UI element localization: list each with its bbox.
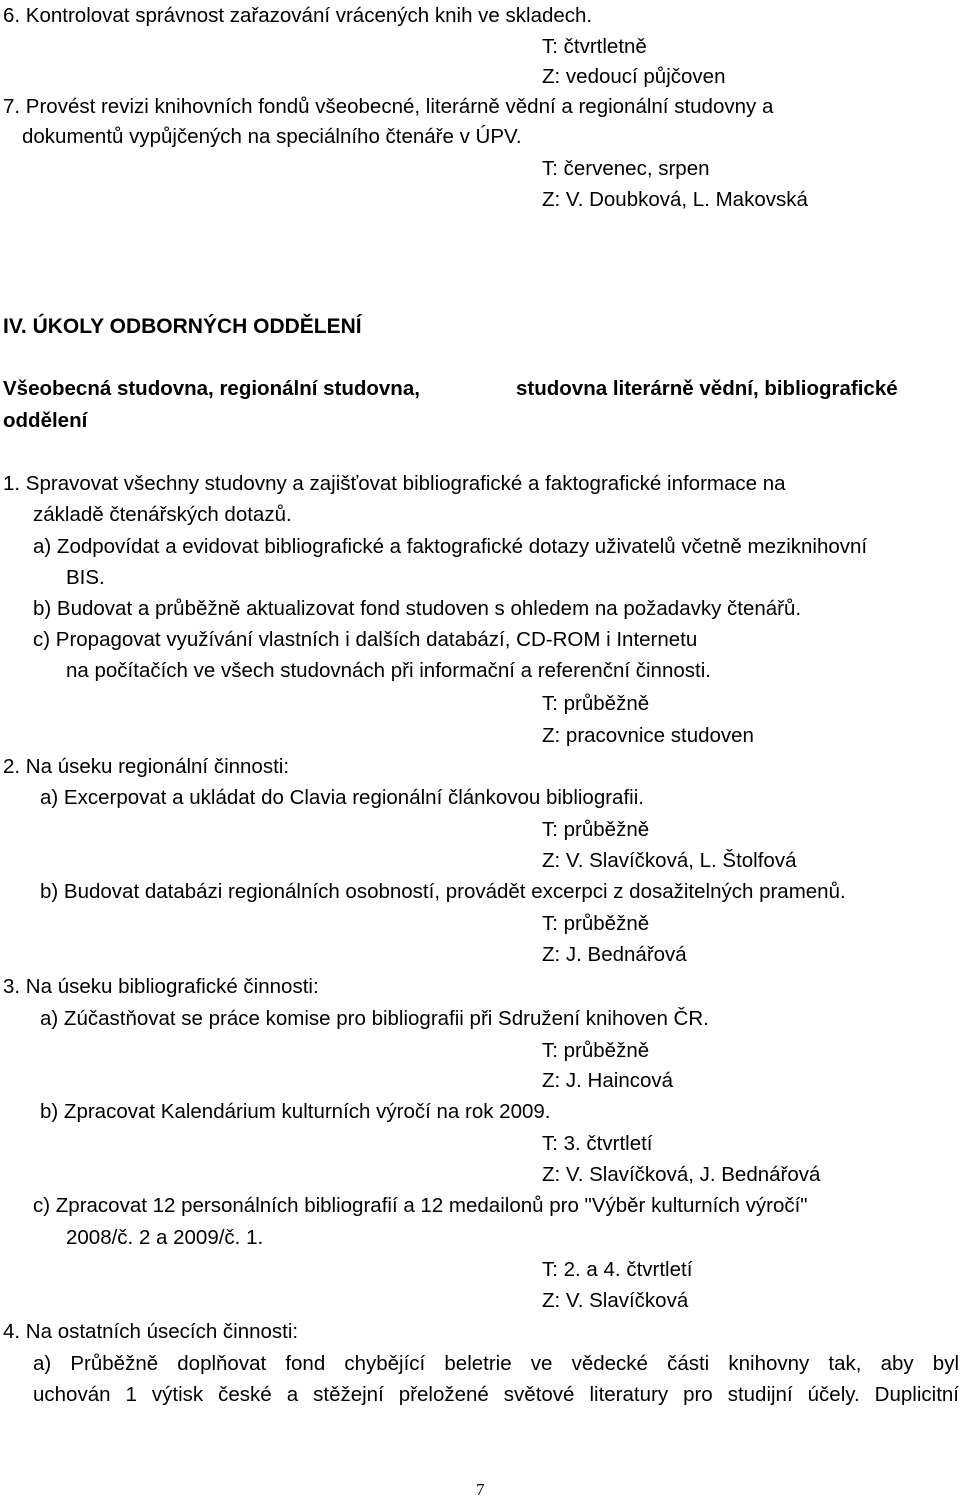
section-subtitle-left: Všeobecná studovna, regionální studovna, [3,377,420,400]
task-3-c-line1: c) Zpracovat 12 personálních bibliografií a 12 medailonů pro "Výběr kulturních výročí" [33,1194,808,1217]
task-2-title: 2. Na úseku regionální činnosti: [3,755,290,778]
task-3-a-responsible: Z: J. Haincová [542,1069,674,1092]
task-2-a-term: T: průběžně [542,818,650,841]
task-1-b: b) Budovat a průběžně aktualizovat fond studoven s ohledem na požadavky čtenářů. [33,597,802,620]
section-title: IV. ÚKOLY ODBORNÝCH ODDĚLENÍ [3,315,362,338]
page-number: 7 [476,1480,485,1499]
task-4-title: 4. Na ostatních úsecích činnosti: [3,1320,299,1343]
task-1-line2: základě čtenářských dotazů. [33,503,292,526]
section-subtitle-right: studovna literárně vědní, bibliografické [516,377,898,400]
task-1-c-line2: na počítačích ve všech studovnách při informační a referenční činnosti. [66,659,711,682]
task-4-a-line2: uchován 1 výtisk české a stěžejní přeložené světové literatury pro studijní účely. Duplicitní [33,1383,959,1406]
task-3-b: b) Zpracovat Kalendárium kulturních výročí na rok 2009. [40,1100,551,1123]
task-1-c-line1: c) Propagovat využívání vlastních i dalších databází, CD-ROM i Internetu [33,628,698,651]
task-3-a: a) Zúčastňovat se práce komise pro bibliografii při Sdružení knihoven ČR. [40,1007,709,1030]
item-7-text-line2: dokumentů vypůjčených na speciálního čtenáře v ÚPV. [22,125,522,148]
item-7-term: T: červenec, srpen [542,157,710,180]
item-7-text-line1: 7. Provést revizi knihovních fondů všeobecné, literárně vědní a regionální studovny a [3,95,774,118]
task-1-line1: 1. Spravovat všechny studovny a zajišťovat bibliografické a faktografické informace na [3,472,786,495]
item-6-term: T: čtvrtletně [542,35,647,58]
task-2-b: b) Budovat databázi regionálních osobností, provádět excerpci z dosažitelných pramenů. [40,880,846,903]
task-1-term: T: průběžně [542,692,650,715]
task-3-a-term: T: průběžně [542,1039,650,1062]
task-1-responsible: Z: pracovnice studoven [542,724,754,747]
task-3-c-responsible: Z: V. Slavíčková [542,1289,689,1312]
task-2-b-term: T: průběžně [542,912,650,935]
task-4-a-line1: a) Průběžně doplňovat fond chybějící beletrie ve vědecké části knihovny tak, aby byl [33,1352,959,1375]
item-6-responsible: Z: vedoucí půjčoven [542,65,726,88]
task-2-b-responsible: Z: J. Bednářová [542,943,687,966]
task-3-c-line2: 2008/č. 2 a 2009/č. 1. [66,1226,264,1249]
task-2-a-responsible: Z: V. Slavíčková, L. Štolfová [542,849,797,872]
task-3-c-term: T: 2. a 4. čtvrtletí [542,1258,693,1281]
task-2-a: a) Excerpovat a ukládat do Clavia regionální článkovou bibliografii. [40,786,644,809]
task-3-title: 3. Na úseku bibliografické činnosti: [3,975,319,998]
task-3-b-responsible: Z: V. Slavíčková, J. Bednářová [542,1163,821,1186]
task-3-b-term: T: 3. čtvrtletí [542,1132,653,1155]
task-1-a-line2: BIS. [66,566,105,589]
section-subtitle-line2: oddělení [3,409,88,432]
task-1-a-line1: a) Zodpovídat a evidovat bibliografické a faktografické dotazy uživatelů včetně meziknihovní [33,535,868,558]
item-6-text: 6. Kontrolovat správnost zařazování vrácených knih ve skladech. [3,4,593,27]
item-7-responsible: Z: V. Doubková, L. Makovská [542,188,808,211]
